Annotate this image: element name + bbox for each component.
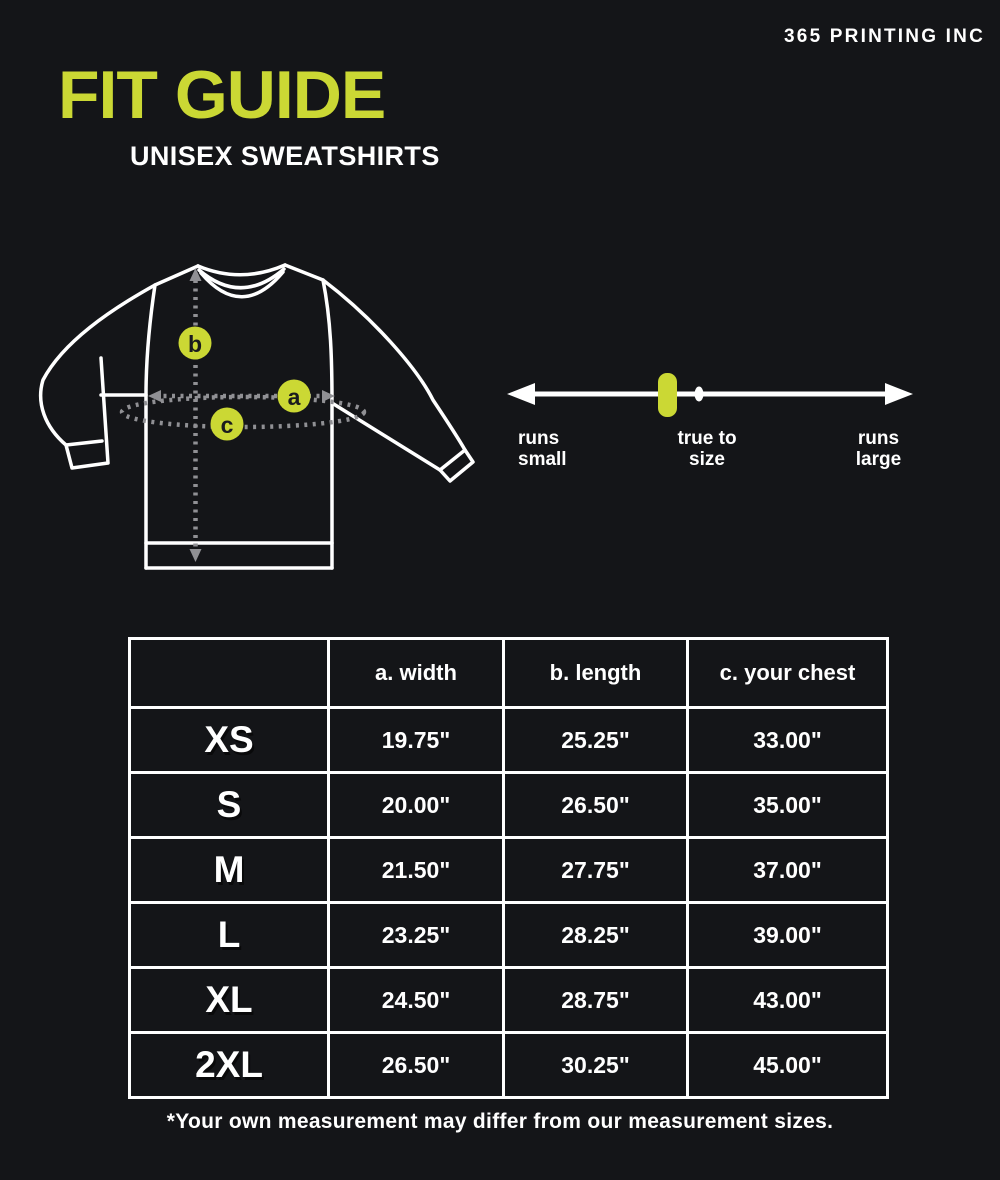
size-cell-chest: 37.00" [688, 838, 888, 903]
size-cell-length: 30.25" [504, 1033, 688, 1098]
column-header-length: b. length [504, 639, 688, 708]
scale-axis [507, 383, 913, 405]
runs-small-line2: small [518, 448, 567, 470]
size-cell-length: 28.25" [504, 903, 688, 968]
size-cell-width: 19.75" [329, 708, 504, 773]
true-to-size-line2: size [689, 448, 725, 470]
size-row [130, 1033, 888, 1098]
size-label: XS [130, 708, 329, 773]
size-cell-width: 23.25" [329, 903, 504, 968]
column-header-chest: c. your chest [688, 639, 888, 708]
size-cell-length: 28.75" [504, 968, 688, 1033]
size-cell-length: 25.25" [504, 708, 688, 773]
size-label: 2XL [130, 1033, 329, 1098]
fit-scale [505, 368, 915, 423]
size-table [128, 637, 889, 1099]
scale-center-tick [695, 387, 704, 402]
size-label: XL [130, 968, 329, 1033]
size-row [130, 708, 888, 773]
size-cell-length: 26.50" [504, 773, 688, 838]
size-cell-chest: 33.00" [688, 708, 888, 773]
column-header-width: a. width [329, 639, 504, 708]
runs-small-line1: runs [518, 428, 560, 449]
size-label: L [130, 903, 329, 968]
size-cell-width: 24.50" [329, 968, 504, 1033]
size-cell-chest: 43.00" [688, 968, 888, 1033]
scale-label-runs-large [818, 429, 939, 471]
marker-c-label: c [220, 412, 234, 438]
true-to-size-line1: true to [677, 428, 737, 449]
size-table-header-row [130, 639, 888, 708]
sweatshirt-diagram [25, 240, 485, 610]
scale-label-runs-small [518, 429, 567, 471]
guide-arrowheads [148, 268, 335, 562]
page-subtitle: UNISEX SWEATSHIRTS [130, 141, 440, 171]
marker-a-label: a [287, 384, 301, 410]
size-row [130, 773, 888, 838]
size-cell-length: 27.75" [504, 838, 688, 903]
scale-label-true-to-size [647, 429, 767, 471]
size-row [130, 968, 888, 1033]
marker-b-label: b [187, 331, 203, 357]
brand-name: 365 PRINTING INC [784, 26, 985, 47]
scale-arrow-left [507, 383, 535, 405]
sweatshirt-outline [41, 265, 473, 568]
footnote: *Your own measurement may differ from our measurement sizes. [166, 1110, 834, 1133]
size-cell-width: 26.50" [329, 1033, 504, 1098]
runs-large-line2: large [855, 448, 902, 470]
size-cell-width: 21.50" [329, 838, 504, 903]
measure-marker-c [211, 408, 244, 441]
measure-marker-b [179, 327, 212, 360]
page-title: FIT GUIDE [58, 57, 386, 133]
scale-arrow-right [885, 383, 913, 405]
size-row [130, 903, 888, 968]
size-cell-width: 20.00" [329, 773, 504, 838]
measure-marker-a [278, 380, 311, 413]
size-cell-chest: 39.00" [688, 903, 888, 968]
size-table-corner-cell [130, 639, 329, 708]
size-label: S [130, 773, 329, 838]
size-cell-chest: 35.00" [688, 773, 888, 838]
size-row [130, 838, 888, 903]
runs-large-line1: runs [857, 428, 900, 449]
fit-position-marker [658, 373, 677, 417]
size-cell-chest: 45.00" [688, 1033, 888, 1098]
size-label: M [130, 838, 329, 903]
